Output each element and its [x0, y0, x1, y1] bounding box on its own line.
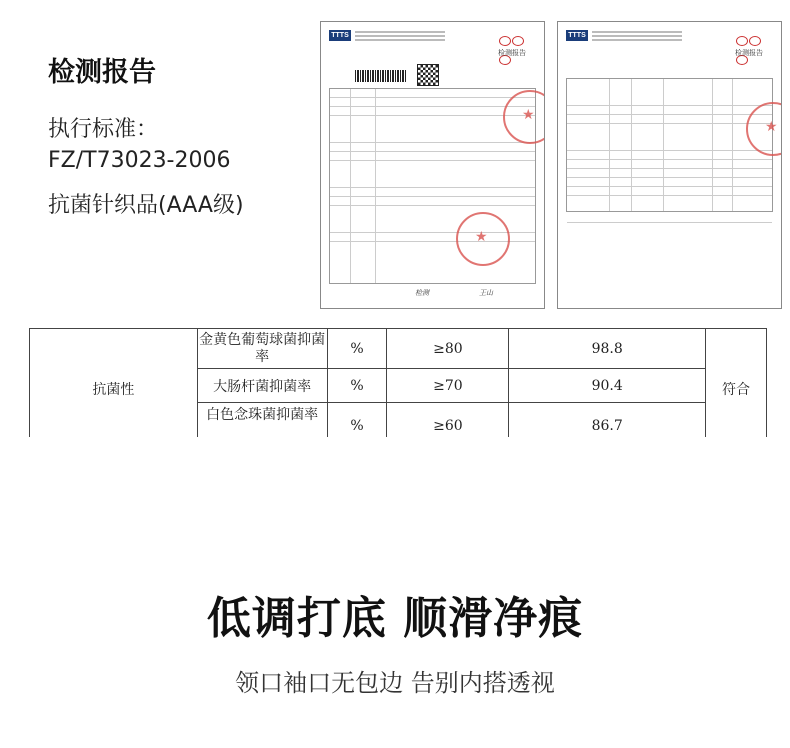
- signature-left: 检测: [415, 289, 429, 297]
- antibacterial-results-table: [29, 328, 767, 449]
- standard-grade: 抗菌针织品(AAA级): [48, 193, 244, 218]
- test-value: 90.4: [509, 369, 706, 403]
- table-row: [30, 329, 767, 369]
- report-title: 检测报告: [735, 49, 763, 57]
- standard-label: 执行标准：: [48, 117, 159, 142]
- unit: %: [327, 329, 387, 369]
- requirement: ≥70: [387, 369, 509, 403]
- standard-code: FZ/T73023-2006: [48, 148, 231, 173]
- unit: %: [327, 369, 387, 403]
- test-value: 98.8: [509, 329, 706, 369]
- certification-marks-icon: [735, 31, 773, 41]
- unit: %: [327, 403, 387, 449]
- seal-stamp-icon: [456, 212, 510, 266]
- ttts-logo: TTTS: [566, 30, 588, 41]
- report-title: 检测报告: [498, 49, 526, 57]
- result-cell: 符合: [706, 329, 767, 449]
- signature-right: 王山: [479, 289, 493, 297]
- requirement: ≥60: [387, 403, 509, 449]
- page-title: 检测报告: [48, 57, 156, 88]
- requirement: ≥80: [387, 329, 509, 369]
- org-name-lines: [592, 29, 682, 41]
- report-header: [329, 28, 536, 68]
- barcode-icon: [355, 70, 407, 82]
- ttts-logo: TTTS: [329, 30, 351, 41]
- test-item: 白色念珠菌抑菌率: [197, 403, 327, 449]
- report-table: [566, 78, 773, 212]
- org-name-lines: [355, 29, 445, 41]
- test-item: 大肠杆菌抑菌率: [197, 369, 327, 403]
- test-report-page-1[interactable]: [320, 21, 545, 309]
- subslogan: 领口袖口无包边 告别内搭透视: [235, 669, 555, 697]
- test-report-page-2[interactable]: [557, 21, 782, 309]
- certification-marks-icon: [498, 31, 536, 41]
- report-header: [566, 28, 773, 68]
- category-cell: 抗菌性: [30, 329, 198, 449]
- table-crop-mask: [0, 437, 790, 457]
- qr-code-icon: [417, 64, 439, 86]
- test-item: 金黄色葡萄球菌抑菌率: [197, 329, 327, 369]
- slogan: 低调打底 顺滑净痕: [206, 593, 584, 644]
- test-value: 86.7: [509, 403, 706, 449]
